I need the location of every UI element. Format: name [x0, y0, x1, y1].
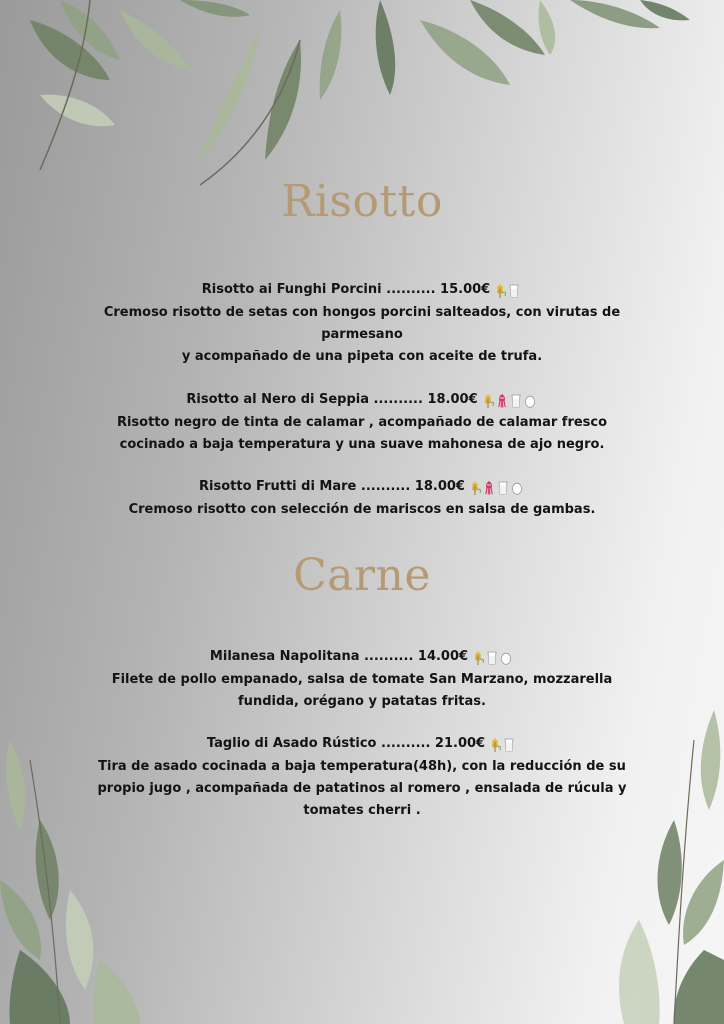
foliage-top-decoration: [0, 0, 724, 190]
menu-item: [74, 476, 650, 521]
menu-item-name-price: Milanesa Napolitana .......... 14.00€: [209, 649, 469, 664]
milk-icon: [497, 481, 509, 495]
egg-icon: [500, 651, 512, 665]
menu-item-heading: [74, 279, 650, 302]
menu-item-heading: [74, 389, 650, 412]
squid-icon: [483, 481, 495, 495]
menu-item-name-price: Risotto Frutti di Mare .......... 18.00€: [199, 479, 465, 494]
menu-item: [74, 646, 650, 713]
wheat-icon: [489, 738, 501, 752]
menu-item: [74, 279, 650, 368]
menu-item-description-line: Tira de asado cocinada a baja temperatura(48h), con la reducción de su: [98, 759, 626, 774]
squid-icon: [496, 394, 508, 408]
menu-item-description-line: tomates cherri .: [303, 803, 421, 818]
milk-icon: [510, 394, 522, 408]
menu-item-name-price: Taglio di Asado Rústico .......... 21.00€: [206, 736, 486, 751]
menu-item-description-line: y acompañado de una pipeta con aceite de trufa.: [181, 349, 543, 364]
wheat-icon: [469, 481, 481, 495]
egg-icon: [511, 481, 523, 495]
menu-item-description-line: propio jugo , acompañada de patatinos al romero , ensalada de rúcula y: [97, 781, 627, 796]
menu-item-description-line: Filete de pollo empanado, salsa de tomate San Marzano, mozzarella: [111, 672, 613, 687]
allergen-icons: [494, 280, 522, 302]
menu-item-description-line: Risotto negro de tinta de calamar , acompañado de calamar fresco: [116, 415, 608, 430]
wheat-icon: [494, 284, 506, 298]
menu-item: [74, 389, 650, 456]
wheat-icon: [472, 651, 484, 665]
milk-icon: [503, 738, 515, 752]
menu-item-description-line: Cremoso risotto de setas con hongos porcini salteados, con virutas de: [103, 305, 621, 320]
menu-item: [74, 733, 650, 822]
menu-item-name-price: Risotto al Nero di Seppia .......... 18.00€: [186, 392, 478, 407]
menu-item-heading: [74, 733, 650, 756]
menu-item-description-line: parmesano: [321, 327, 403, 342]
menu-item-name-price: Risotto ai Funghi Porcini .......... 15.00€: [201, 282, 491, 297]
menu-item-heading: [74, 476, 650, 499]
allergen-icons: [489, 734, 517, 756]
section-title-carne: Carne: [293, 550, 431, 601]
milk-icon: [486, 651, 498, 665]
menu-item-heading: [74, 646, 650, 669]
allergen-icons: [472, 647, 514, 669]
allergen-icons: [469, 477, 525, 499]
allergen-icons: [482, 390, 538, 412]
milk-icon: [508, 284, 520, 298]
menu-item-description-line: cocinado a baja temperatura y una suave mahonesa de ajo negro.: [119, 437, 605, 452]
section-title-risotto: Risotto: [281, 176, 443, 227]
menu-item-description-line: fundida, orégano y patatas fritas.: [238, 694, 486, 709]
wheat-icon: [482, 394, 494, 408]
menu-item-description-line: Cremoso risotto con selección de mariscos en salsa de gambas.: [128, 502, 596, 517]
egg-icon: [524, 394, 536, 408]
